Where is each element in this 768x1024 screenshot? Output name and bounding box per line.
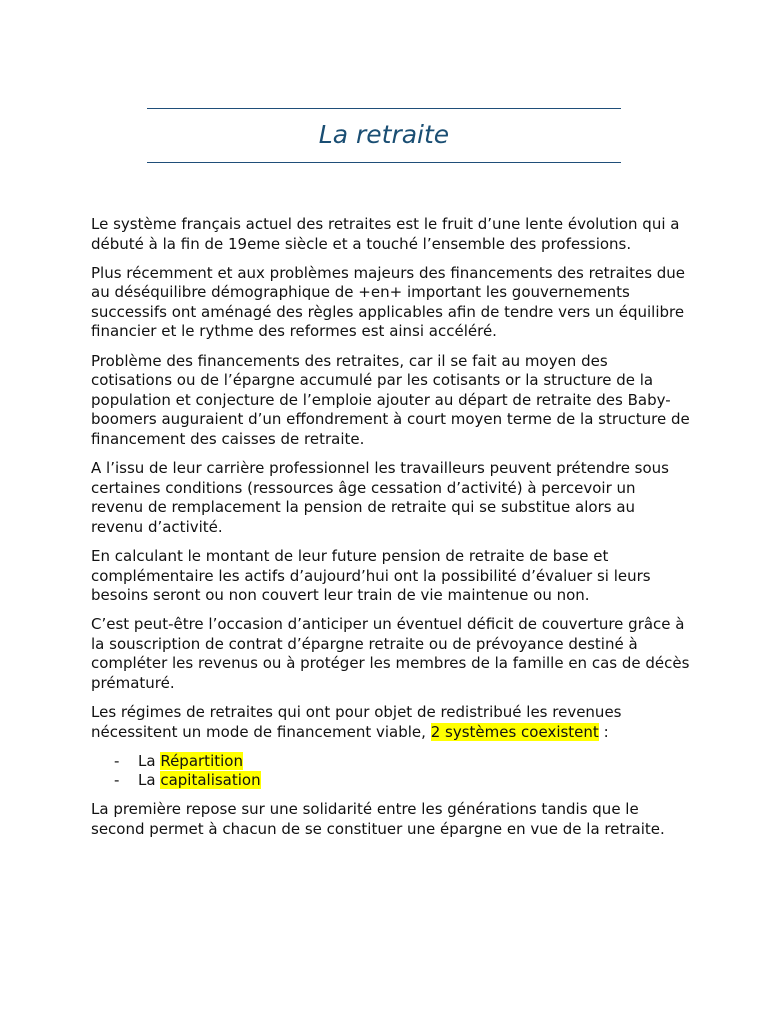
- list-item: [91, 771, 691, 791]
- paragraph: A l’issu de leur carrière professionnel les travailleurs peuvent prétendre sous certaines conditions (ressources âge cessation d’activité) à percevoir un revenu de remplacement la pension de retraite qui se substitue alors au revenu d’activité.: [91, 459, 669, 536]
- list-item: [91, 752, 691, 772]
- systems-text-end: :: [598, 722, 609, 741]
- paragraph: Le système français actuel des retraites est le fruit d’une lente évolution qui a débuté à la fin de 19eme siècle et a touché l’ensemble des professions.: [91, 215, 680, 253]
- paragraph: C’est peut-être l’occasion d’anticiper un éventuel déficit de couverture grâce à la souscription de contrat d’épargne retraite ou de prévoyance destiné à compléter les revenus ou à protéger les membres de la famille en cas de décès prématuré.: [91, 615, 690, 692]
- systems-text: Les régimes de retraites qui ont pour objet de redistribué les revenues nécessitent un mode de financement viable,: [91, 703, 622, 741]
- list-item-prefix: La: [138, 771, 161, 790]
- paragraph: Plus récemment et aux problèmes majeurs des financements des retraites due au déséquilibre démographique de +en+ important les gouvernements successifs ont aménagé des règles applicables afin de tendre vers un équilibre financier et le rythme des reformes est ainsi accéléré.: [91, 263, 686, 341]
- document-body: [91, 215, 691, 849]
- paragraph: Problème des financements des retraites, car il se fait au moyen des cotisations ou de l’épargne accumulé par les cotisants or la structure de la population et conjecture de l’emploie ajouter au départ de retraite des Baby-boomers auguraient d’un effondrement à court moyen terme de la structure de financement des caisses de retraite.: [91, 351, 690, 448]
- closing-paragraph: La première repose sur une solidarité entre les générations tandis que le second permet à chacun de se constituer une épargne en vue de la retraite.: [91, 800, 665, 839]
- list-item-prefix: La: [138, 751, 161, 770]
- list-dash: -: [114, 771, 120, 790]
- highlighted-text: capitalisation: [160, 771, 261, 790]
- list-dash: -: [114, 751, 120, 770]
- systems-list: [91, 752, 691, 791]
- systems-paragraph: [91, 703, 691, 742]
- paragraph: En calculant le montant de leur future pension de retraite de base et complémentaire les actifs d’aujourd’hui ont la possibilité d’évaluer si leurs besoins seront ou non couvert leur train de vie maintenue ou non.: [91, 546, 651, 605]
- highlighted-text: Répartition: [160, 751, 243, 770]
- document-title: La retraite: [318, 120, 450, 149]
- title-block: [147, 108, 621, 163]
- highlighted-text: 2 systèmes coexistent: [430, 722, 599, 741]
